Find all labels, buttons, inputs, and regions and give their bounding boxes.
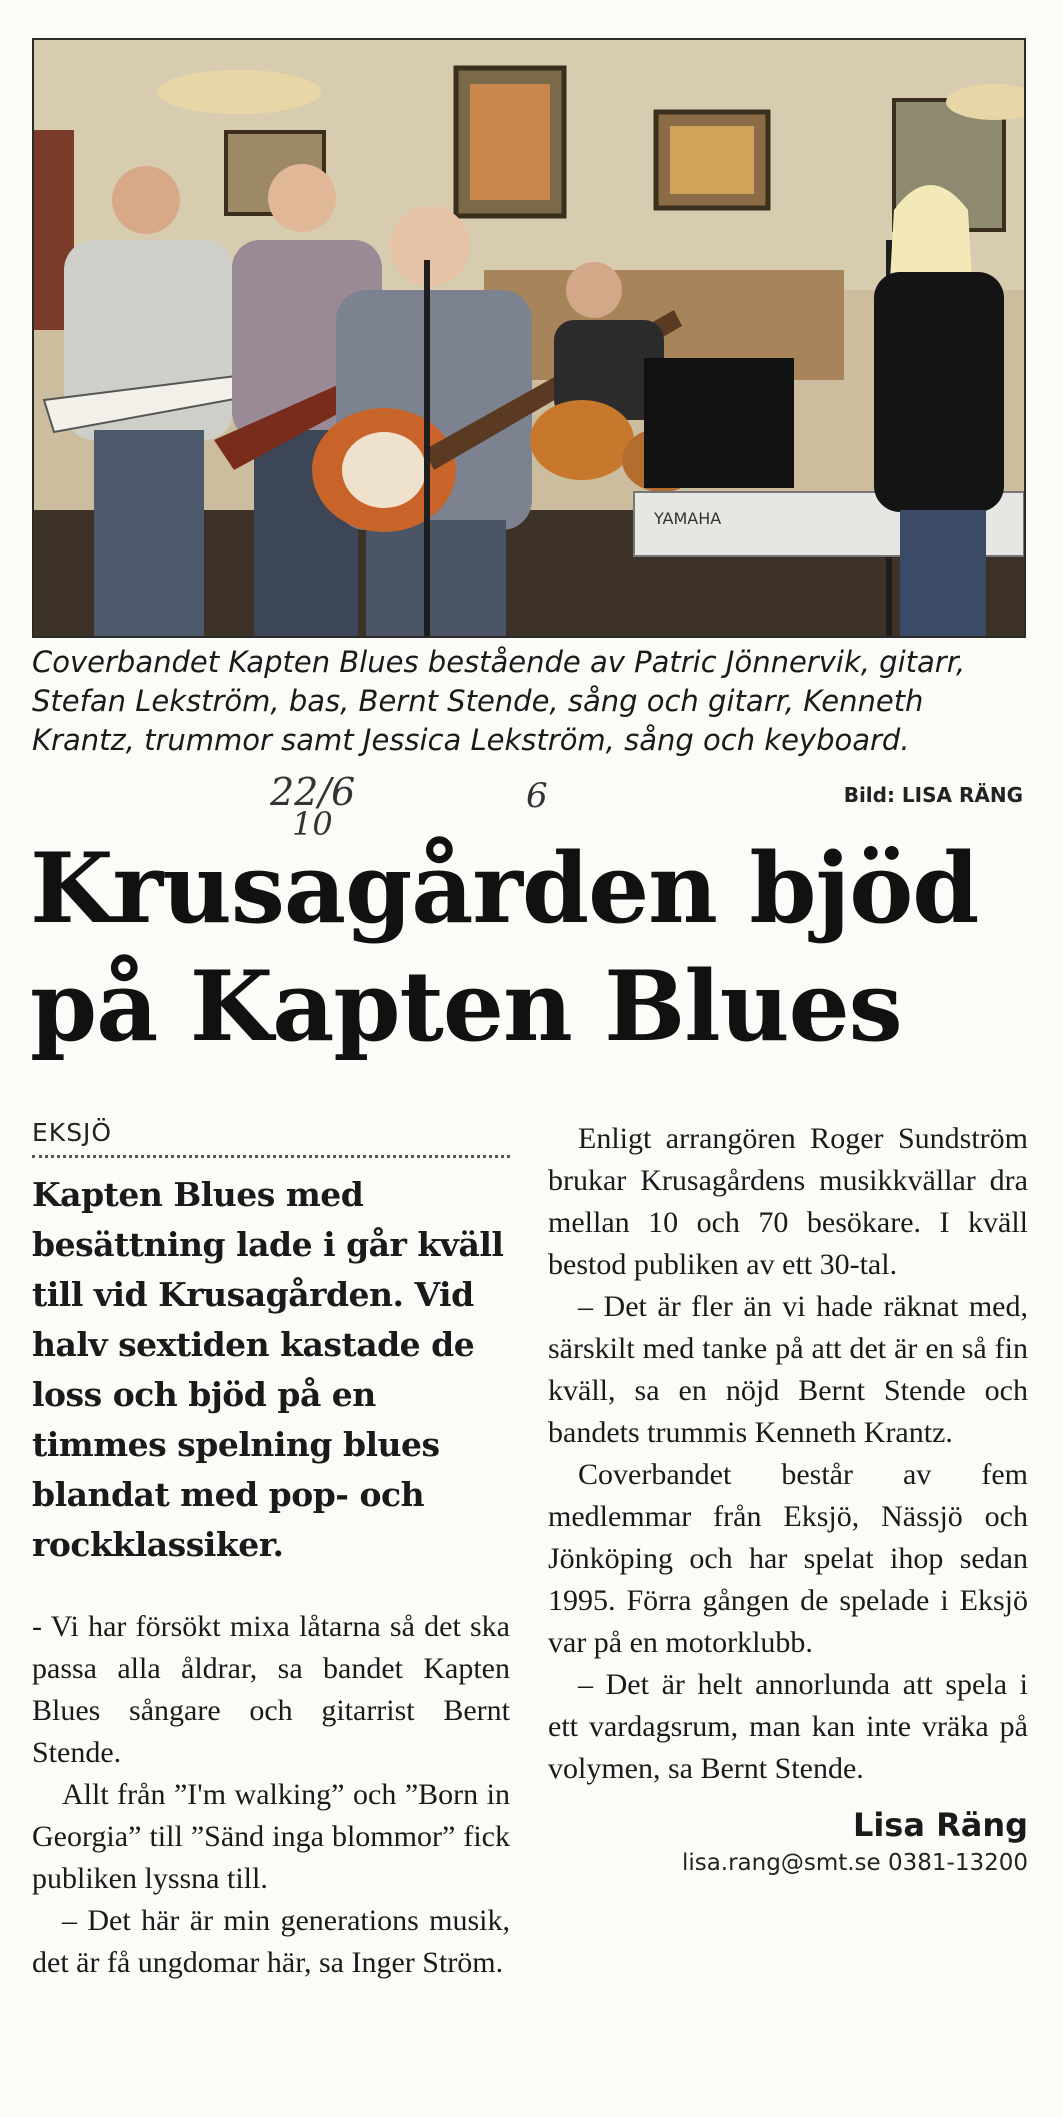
article-left-column	[32, 1118, 510, 1984]
photo-credit: Bild: LISA RÄNG	[843, 783, 1023, 807]
ingress: Kapten Blues med besättning lade i går kväll till vid Krusagården. Vid halv sextiden kastade de loss och bjöd på en timmes spelning blues blandat med pop- och rockklassiker.	[32, 1175, 504, 1564]
body-paragraph: – Det här är min generations musik, det är få ungdomar här, sa Inger Ström.	[32, 1904, 510, 1979]
photo-caption: Coverbandet Kapten Blues bestående av Patric Jönnervik, gitarr, Stefan Lekström, bas, Bernt Stende, sång och gitarr, Kenneth Krantz, trummor samt Jessica Lekström, sång och keyboard.	[32, 645, 966, 757]
handwritten-date: 22/6	[270, 770, 356, 814]
author-contact: lisa.rang@smt.se 0381-13200	[681, 1850, 1028, 1876]
body-paragraph: Allt från ”I'm walking” och ”Born in Georgia” till ”Sänd inga blommor” fick publiken lyssna till.	[32, 1778, 510, 1895]
article-right-column	[548, 1118, 1028, 1876]
body-paragraph: - Vi har försökt mixa låtarna så det ska passa alla åldrar, sa bandet Kapten Blues sångare och gitarrist Bernt Stende.	[32, 1610, 510, 1769]
keyboard-brand-label: YAMAHA	[654, 509, 722, 528]
body-paragraph: – Det är fler än vi hade räknat med, särskilt med tanke på att det är en så fin kväll, sa en nöjd Bernt Stende och bandets trummis Kenneth Krantz.	[548, 1290, 1028, 1449]
band-photo	[32, 38, 1026, 638]
headline-line-1: Krusagården bjöd	[30, 832, 979, 945]
handwritten-page-number: 6	[526, 776, 548, 816]
handwritten-year: 10	[292, 805, 333, 843]
body-paragraph: Coverbandet består av fem medlemmar från Eksjö, Nässjö och Jönköping och har spelat ihop sedan 1995. Förra gången de spelade i Eksjö var på en motorklubb.	[548, 1458, 1028, 1659]
headline	[30, 830, 1030, 1066]
body-paragraph: Enligt arrangören Roger Sundström brukar Krusagårdens musikkvällar dra mellan 10 och 70 besökare. I kväll bestod publiken av ett 30-tal.	[548, 1122, 1028, 1281]
body-paragraph: – Det är helt annorlunda att spela i ett vardagsrum, man kan inte vräka på volymen, sa Bernt Stende.	[548, 1668, 1028, 1785]
dateline: EKSJÖ	[32, 1118, 510, 1158]
byline: Lisa Räng	[852, 1806, 1028, 1844]
headline-line-2: på Kapten Blues	[30, 950, 902, 1063]
band-photo-illustration	[34, 40, 1024, 636]
